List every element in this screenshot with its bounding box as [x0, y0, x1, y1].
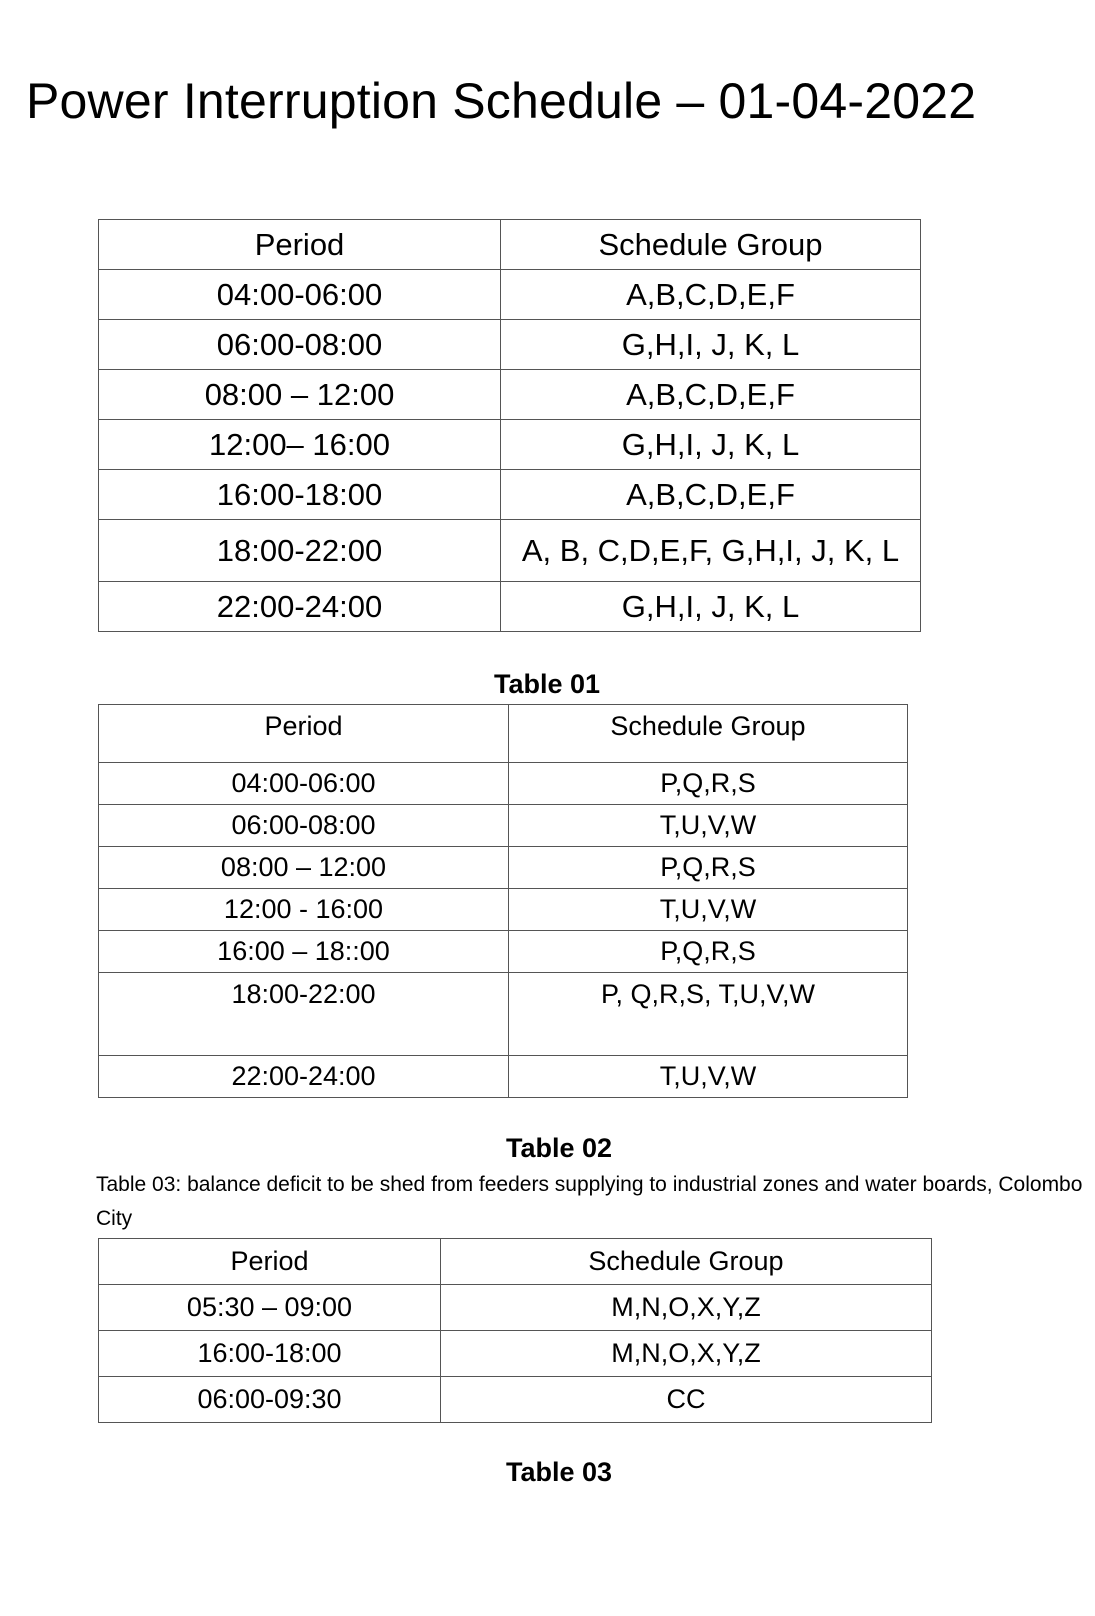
table-1-caption: Table 01	[494, 669, 601, 699]
table-header-row	[99, 220, 921, 270]
column-header-schedule-group: Schedule Group	[501, 220, 921, 270]
column-header-schedule-group: Schedule Group	[509, 705, 908, 763]
group-cell: A,B,C,D,E,F	[501, 370, 921, 420]
period-cell: 12:00 - 16:00	[99, 889, 509, 931]
group-cell: G,H,I, J, K, L	[501, 582, 921, 632]
table-row	[99, 582, 921, 632]
period-cell: 05:30 – 09:00	[99, 1285, 441, 1331]
column-header-schedule-group: Schedule Group	[441, 1239, 932, 1285]
period-cell: 06:00-08:00	[99, 320, 501, 370]
group-cell: M,N,O,X,Y,Z	[441, 1331, 932, 1377]
group-cell: A,B,C,D,E,F	[501, 270, 921, 320]
period-cell: 04:00-06:00	[99, 270, 501, 320]
period-cell: 16:00 – 18::00	[99, 931, 509, 973]
column-header-period: Period	[99, 705, 509, 763]
period-cell: 08:00 – 12:00	[99, 847, 509, 889]
schedule-table-2	[98, 704, 908, 1098]
table-row	[99, 320, 921, 370]
table-row	[99, 370, 921, 420]
group-cell: A, B, C,D,E,F, G,H,I, J, K, L	[501, 520, 921, 582]
period-cell: 12:00– 16:00	[99, 420, 501, 470]
group-cell: P,Q,R,S	[509, 847, 908, 889]
table-row	[99, 847, 908, 889]
period-cell: 08:00 – 12:00	[99, 370, 501, 420]
column-header-period: Period	[99, 220, 501, 270]
group-cell: P, Q,R,S, T,U,V,W	[509, 973, 908, 1056]
group-cell: T,U,V,W	[509, 1056, 908, 1098]
table-3-note: Table 03: balance deficit to be shed from feeders supplying to industrial zones and water boards, Colombo City	[96, 1173, 1083, 1230]
table-row	[99, 470, 921, 520]
table-row	[99, 805, 908, 847]
schedule-table-3	[98, 1238, 932, 1423]
page-title: Power Interruption Schedule – 01-04-2022	[26, 73, 977, 129]
schedule-table-1	[98, 219, 921, 632]
group-cell: G,H,I, J, K, L	[501, 420, 921, 470]
group-cell: T,U,V,W	[509, 889, 908, 931]
period-cell: 22:00-24:00	[99, 582, 501, 632]
group-cell: T,U,V,W	[509, 805, 908, 847]
period-cell: 06:00-08:00	[99, 805, 509, 847]
table-row	[99, 1331, 932, 1377]
period-cell: 18:00-22:00	[99, 973, 509, 1056]
table-header-row	[99, 705, 908, 763]
period-cell: 22:00-24:00	[99, 1056, 509, 1098]
table-row	[99, 889, 908, 931]
group-cell: G,H,I, J, K, L	[501, 320, 921, 370]
period-cell: 06:00-09:30	[99, 1377, 441, 1423]
group-cell: A,B,C,D,E,F	[501, 470, 921, 520]
table-row	[99, 520, 921, 582]
period-cell: 16:00-18:00	[99, 1331, 441, 1377]
period-cell: 16:00-18:00	[99, 470, 501, 520]
column-header-period: Period	[99, 1239, 441, 1285]
group-cell: CC	[441, 1377, 932, 1423]
table-header-row	[99, 1239, 932, 1285]
table-row	[99, 763, 908, 805]
group-cell: P,Q,R,S	[509, 931, 908, 973]
table-row	[99, 1285, 932, 1331]
table-row	[99, 420, 921, 470]
period-cell: 18:00-22:00	[99, 520, 501, 582]
table-3-caption: Table 03	[506, 1457, 613, 1487]
table-row	[99, 973, 908, 1056]
group-cell: P,Q,R,S	[509, 763, 908, 805]
table-row	[99, 931, 908, 973]
table-row	[99, 1056, 908, 1098]
table-row	[99, 1377, 932, 1423]
period-cell: 04:00-06:00	[99, 763, 509, 805]
table-row	[99, 270, 921, 320]
table-2-caption: Table 02	[506, 1133, 613, 1163]
group-cell: M,N,O,X,Y,Z	[441, 1285, 932, 1331]
